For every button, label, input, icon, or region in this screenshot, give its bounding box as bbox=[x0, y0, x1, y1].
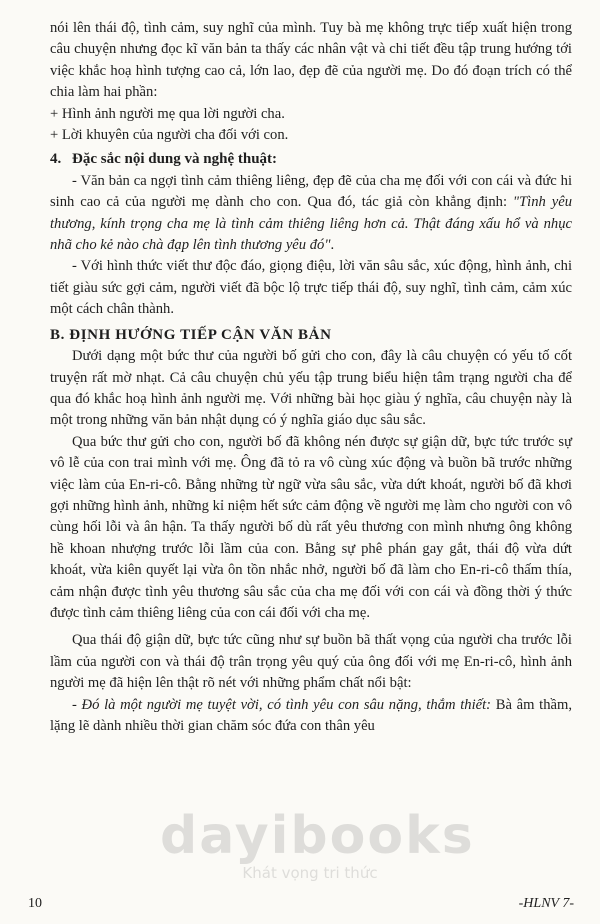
section-b-heading: B. ĐỊNH HƯỚNG TIẾP CẬN VĂN BẢN bbox=[50, 326, 332, 343]
page-footer bbox=[28, 896, 574, 912]
section-4-heading bbox=[50, 149, 572, 170]
section-b-paragraph-3: Qua thái độ giận dữ, bực tức cũng như sự buồn bã thất vọng của người cha trước lỗi lầm của người con và thái độ trân trọng yêu quý của ông đối với mẹ En-ri-cô, hình ảnh người mẹ đã hiện lên thật rõ nét với những phẩm chất nổi bật: bbox=[50, 632, 572, 692]
page-body bbox=[50, 18, 572, 737]
book-code: -HLNV 7- bbox=[518, 896, 574, 911]
part-two-item: + Lời khuyên của người cha đối với con. bbox=[50, 127, 289, 144]
page-number: 10 bbox=[28, 896, 42, 911]
section-b-paragraph-4 bbox=[50, 695, 572, 738]
section-b-paragraph-1: Dưới dạng một bức thư của người bố gửi cho con, đây là câu chuyện có yếu tố cốt truyện rất mờ nhạt. Cả câu chuyện chủ yếu tập trung biểu hiện tâm trạng người cha để qua đó khắc hoạ hình ảnh người mẹ. Với những bài học giàu ý nghĩa, câu chuyện này là một trong những văn bản nhật dụng có ý nghĩa giáo dục sâu sắc. bbox=[50, 348, 572, 429]
content-paragraph-1-end: . bbox=[330, 237, 335, 254]
intro-paragraph: nói lên thái độ, tình cảm, suy nghĩ của mình. Tuy bà mẹ không trực tiếp xuất hiện trong câu chuyện nhưng đọc kĩ văn bản ta thấy các nhân vật và chi tiết đều tập trung hướng tới việc khắc hoạ hình tượng cao cả, lớn lao, đẹp đẽ của người mẹ. Do đó đoạn trích có thể chia làm hai phần: bbox=[50, 20, 572, 101]
content-paragraph-1 bbox=[50, 171, 572, 257]
watermark-tagline: Khát vọng tri thức bbox=[242, 864, 378, 882]
section-b-paragraph-2: Qua bức thư gửi cho con, người bố đã không nén được sự giận dữ, bực tức trước sự vô lễ của con trai mình với mẹ. Ông đã tỏ ra vô cùng xúc động và buồn bã trước những việc làm của En-ri-cô. Bằng những từ ngữ vừa sâu sắc, vừa dứt khoát, người bố đã khơi gợi những hình ảnh, những kỉ niệm hết sức cảm động về người mẹ làm cho người con vô cùng hối lỗi và ân hận. Ta thấy người bố dù rất yêu thương con mình nhưng ông không hề khoan nhượng trước lỗi lầm của con. Bằng sự phê phán gay gắt, thái độ vừa dứt khoát, vừa kiên quyết lại vừa ôn tồn nhắc nhở, người bố đã làm cho En-ri-cô thấm thía, cảm nhận được tình yêu thương sâu sắc của cha mẹ đối với con cái và đồng thời ý thức được tình cảm thiêng liêng của con cái đối với cha mẹ. bbox=[50, 433, 572, 621]
section-b-paragraph-4-quote: - Đó là một người mẹ tuyệt vời, có tình yêu con sâu nặng, thắm thiết: bbox=[72, 696, 492, 713]
section-4-number: 4. bbox=[50, 151, 62, 168]
watermark-brand: dayibooks bbox=[160, 806, 475, 866]
content-paragraph-1-quote: "Tình yêu thương, kính trọng cha mẹ là tình cảm thiêng liêng hơn cả. Thật đáng xấu hổ và nhục nhã cho kẻ nào chà đạp lên tình thương yêu đó" bbox=[50, 194, 572, 254]
watermark bbox=[160, 806, 475, 882]
content-paragraph-2: - Với hình thức viết thư độc đáo, giọng điệu, lời văn sâu sắc, xúc động, hình ảnh, chi tiết giàu sức gợi cảm, người viết đã bộc lộ trực tiếp thái độ, suy nghĩ, tình cảm, cảm xúc một cách chân thành. bbox=[50, 258, 572, 318]
content-paragraph-1-start: - Văn bản ca ngợi tình cảm thiêng liêng, đẹp đẽ của cha mẹ đối với con cái và đức hi sinh cao cả của người mẹ dành cho con. Qua đó, tác giả còn khẳng định: bbox=[50, 172, 572, 211]
section-b-paragraph-4-rest: Bà âm thầm, lặng lẽ dành nhiều thời gian chăm sóc đứa con thân yêu bbox=[50, 696, 572, 734]
section-4-title: Đặc sắc nội dung và nghệ thuật: bbox=[72, 151, 278, 168]
part-one-item: + Hình ảnh người mẹ qua lời người cha. bbox=[50, 105, 285, 122]
